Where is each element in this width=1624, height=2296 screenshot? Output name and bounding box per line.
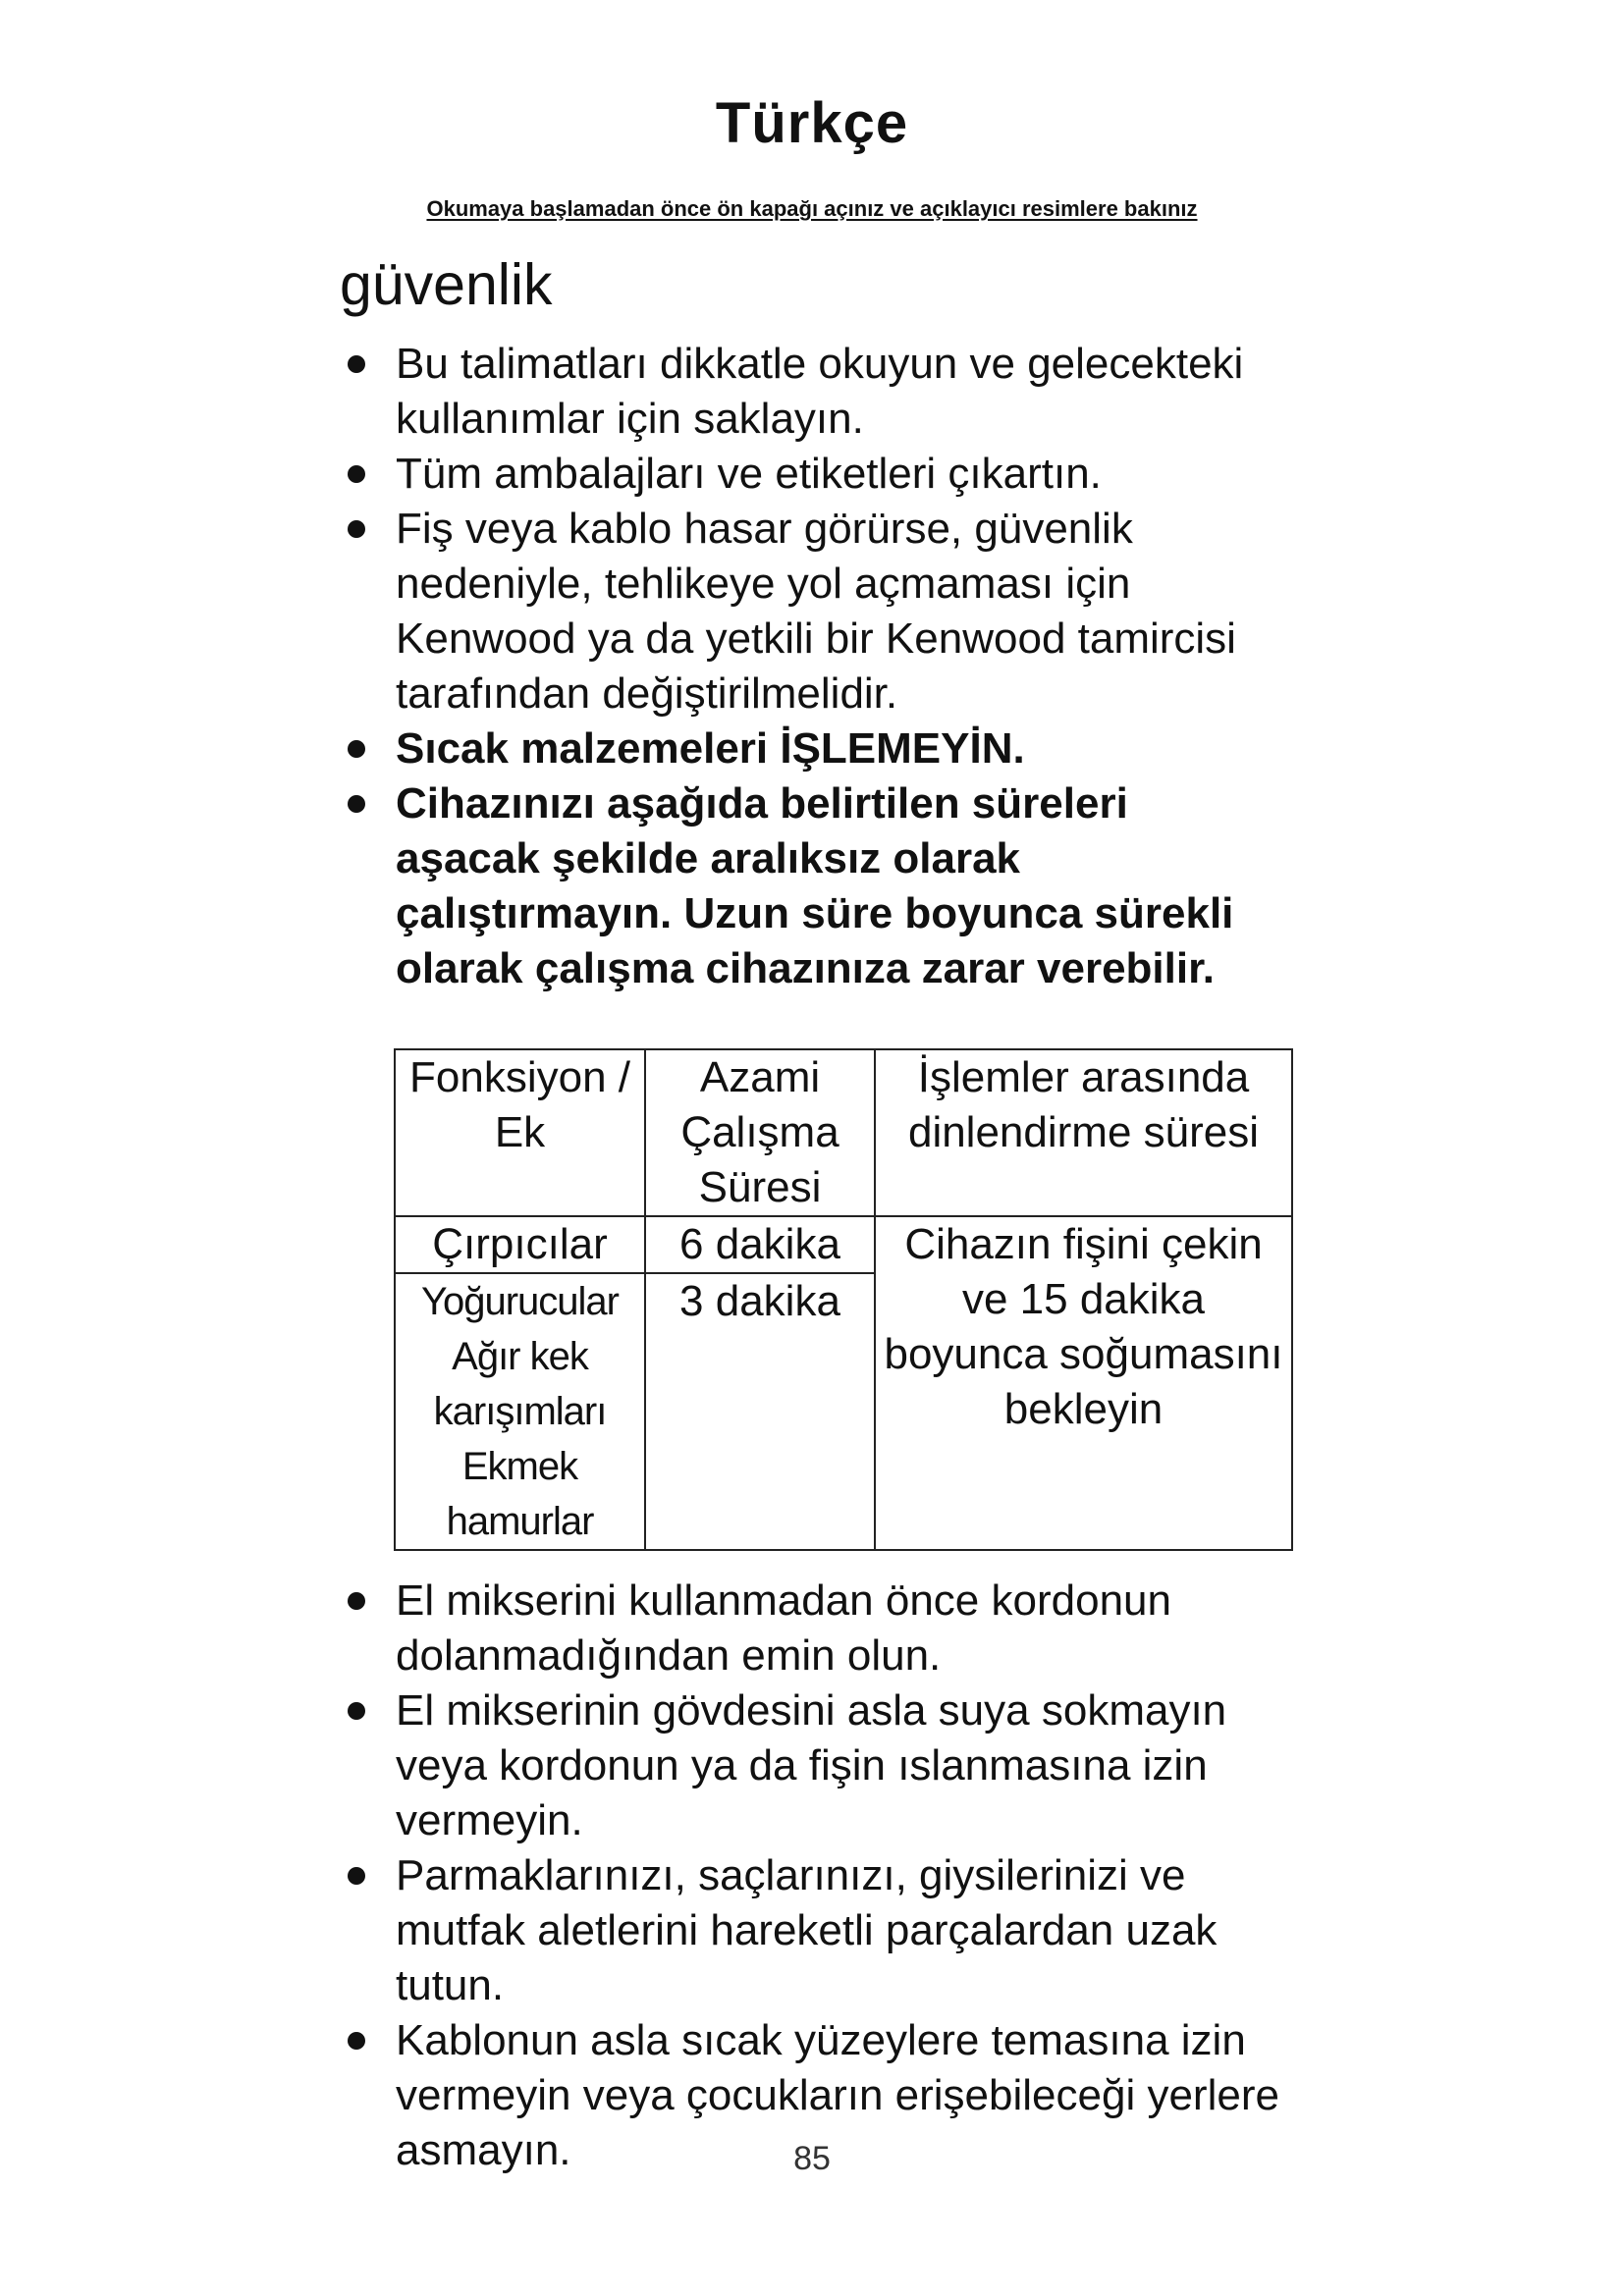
table-row bbox=[395, 1216, 1292, 1273]
reading-instruction: Okumaya başlamadan önce ön kapağı açınız ve açıklayıcı resimlere bakınız bbox=[426, 196, 1198, 221]
safety-list-bottom bbox=[340, 1574, 1282, 2178]
list-item bbox=[340, 1683, 1282, 1848]
bullet-icon bbox=[348, 355, 365, 373]
page-title: Türkçe bbox=[715, 91, 909, 155]
table-header-max-time: Azami Çalışma Süresi bbox=[645, 1049, 875, 1216]
table-cell-rest-time: Cihazın fişini çekin ve 15 dakika boyunca soğumasını bekleyin bbox=[875, 1216, 1292, 1550]
table-cell-time: 6 dakika bbox=[645, 1216, 875, 1273]
table-header-function: Fonksiyon / Ek bbox=[395, 1049, 645, 1216]
bullet-icon bbox=[348, 1702, 365, 1720]
bullet-icon bbox=[348, 465, 365, 483]
table-header-row bbox=[395, 1049, 1292, 1216]
list-item-warning bbox=[340, 776, 1282, 996]
operating-time-table bbox=[394, 1048, 1293, 1551]
list-item bbox=[340, 447, 1282, 502]
list-item-text: Fiş veya kablo hasar görürse, güvenlik nedeniyle, tehlikeye yol açmaması için Kenwood ya da yetkili bir Kenwood tamircisi tarafından değiştirilmelidir. bbox=[396, 505, 1236, 718]
list-item-text: Bu talimatları dikkatle okuyun ve gelecekteki kullanımlar için saklayın. bbox=[396, 340, 1244, 443]
bullet-icon bbox=[348, 1867, 365, 1885]
table-cell-time: 3 dakika bbox=[645, 1273, 875, 1550]
table-header-rest-time: İşlemler arasında dinlendirme süresi bbox=[875, 1049, 1292, 1216]
list-item-text: Cihazınızı aşağıda belirtilen süreleri aşacak şekilde aralıksız olarak çalıştırmayın. Uzun süre boyunca sürekli olarak çalışma cihazınıza zarar verebilir. bbox=[396, 779, 1234, 992]
bullet-icon bbox=[348, 1592, 365, 1610]
page-number: 85 bbox=[793, 2140, 831, 2177]
list-item bbox=[340, 502, 1282, 721]
list-item-text: Parmaklarınızı, saçlarınızı, giysilerinizi ve mutfak aletlerini hareketli parçalardan uzak tutun. bbox=[396, 1851, 1218, 2009]
bullet-icon bbox=[348, 740, 365, 758]
list-item-text: El mikserini kullanmadan önce kordonun dolanmadığından emin olun. bbox=[396, 1576, 1171, 1680]
table-cell-function: Yoğurucular Ağır kek karışımları Ekmek hamurlar bbox=[395, 1273, 645, 1550]
bullet-icon bbox=[348, 520, 365, 538]
list-item bbox=[340, 1574, 1282, 1683]
list-item-warning bbox=[340, 721, 1282, 776]
table-cell-function: Çırpıcılar bbox=[395, 1216, 645, 1273]
list-item-text: Tüm ambalajları ve etiketleri çıkartın. bbox=[396, 450, 1102, 498]
section-heading-safety: güvenlik bbox=[340, 252, 553, 317]
safety-list-top bbox=[340, 337, 1282, 996]
list-item-text: El mikserinin gövdesini asla suya sokmayın veya kordonun ya da fişin ıslanmasına izin vermeyin. bbox=[396, 1686, 1227, 1844]
bullet-icon bbox=[348, 2032, 365, 2050]
list-item-text: Sıcak malzemeleri İŞLEMEYİN. bbox=[396, 724, 1025, 773]
list-item bbox=[340, 1848, 1282, 2013]
bullet-icon bbox=[348, 795, 365, 813]
list-item-text: Kablonun asla sıcak yüzeylere temasına izin vermeyin veya çocukların erişebileceği yerlere asmayın. bbox=[396, 2016, 1279, 2174]
list-item bbox=[340, 337, 1282, 447]
